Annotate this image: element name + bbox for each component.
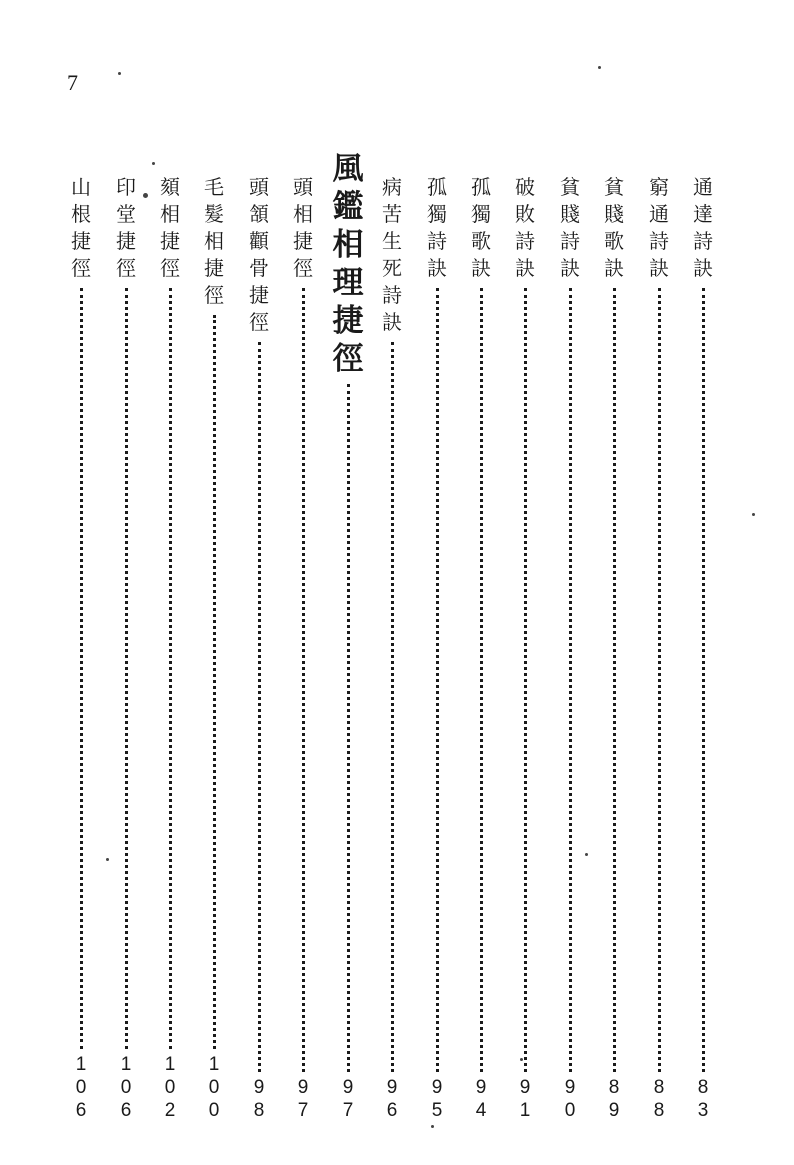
toc-entry	[422, 174, 452, 1122]
dot-leader	[391, 342, 394, 1072]
toc-entry	[288, 174, 318, 1122]
toc-entry	[599, 174, 629, 1122]
toc-entry	[111, 174, 141, 1122]
dot-leader	[302, 288, 305, 1072]
toc-entry-title: 印 堂 捷 徑	[116, 175, 136, 280]
toc-entry-page: 1 0 6	[75, 1054, 87, 1121]
toc-entry-page: 1 0 6	[120, 1054, 132, 1121]
dot-leader	[258, 342, 261, 1072]
dot-leader	[480, 288, 483, 1072]
dot-leader	[125, 288, 128, 1049]
page-number: 7	[67, 70, 78, 95]
toc-entry-page: 9 1	[519, 1077, 531, 1121]
toc-entry-page: 8 8	[653, 1077, 665, 1121]
toc-entry-page: 1 0 2	[164, 1054, 176, 1121]
toc-entry	[466, 174, 496, 1122]
toc-entry	[199, 174, 229, 1122]
dot-leader	[213, 315, 216, 1049]
dot-leader	[80, 288, 83, 1049]
dot-leader	[613, 288, 616, 1072]
dot-leader	[524, 288, 527, 1072]
dot-leader	[347, 384, 350, 1072]
dot-leader	[569, 288, 572, 1072]
toc-entry-page: 9 7	[297, 1077, 309, 1121]
toc-entry-title: 毛 髮 相 捷 徑	[204, 175, 224, 307]
dot-leader	[658, 288, 661, 1072]
toc-entry-page: 8 3	[697, 1077, 709, 1121]
toc-entry-title: 通 達 詩 訣	[693, 175, 713, 280]
toc-entry	[155, 174, 185, 1122]
toc-entry-page: 9 0	[564, 1077, 576, 1121]
dot-leader	[702, 288, 705, 1072]
toc-entry-title: 貧 賤 歌 訣	[604, 175, 624, 280]
toc-entry-title: 病 苦 生 死 詩 訣	[382, 175, 402, 334]
toc-entry	[644, 174, 674, 1122]
toc-entry-title: 頦 相 捷 徑	[160, 175, 180, 280]
toc-entry-page: 9 7	[342, 1077, 354, 1121]
toc-entry-title: 頭 頷 顴 骨 捷 徑	[249, 175, 269, 334]
dot-leader	[436, 288, 439, 1072]
toc-entry	[555, 174, 585, 1122]
dot-leader	[169, 288, 172, 1049]
toc-entry-title: 窮 通 詩 訣	[649, 175, 669, 280]
toc-entry	[66, 174, 96, 1122]
toc-entry-title: 頭 相 捷 徑	[293, 175, 313, 280]
toc-entry	[510, 174, 540, 1122]
toc-entry	[244, 174, 274, 1122]
toc-entry	[377, 174, 407, 1122]
toc-entry-page: 9 4	[475, 1077, 487, 1121]
toc-entry-title: 破 敗 詩 訣	[515, 175, 535, 280]
toc-entry-page: 9 6	[386, 1077, 398, 1121]
toc-entry-page: 9 5	[431, 1077, 443, 1121]
toc-entry-title: 貧 賤 詩 訣	[560, 175, 580, 280]
toc-entry-title: 山 根 捷 徑	[71, 175, 91, 280]
section-heading	[328, 150, 368, 1122]
toc-entry-page: 1 0 0	[208, 1054, 220, 1121]
toc-entry-page: 9 8	[253, 1077, 265, 1121]
section-heading-title: 風 鑑 相 理 捷 徑	[332, 151, 364, 377]
toc-entry-page: 8 9	[608, 1077, 620, 1121]
toc-entry-title: 孤 獨 歌 訣	[471, 175, 491, 280]
toc-entry-title: 孤 獨 詩 訣	[427, 175, 447, 280]
toc-entry	[688, 174, 718, 1122]
